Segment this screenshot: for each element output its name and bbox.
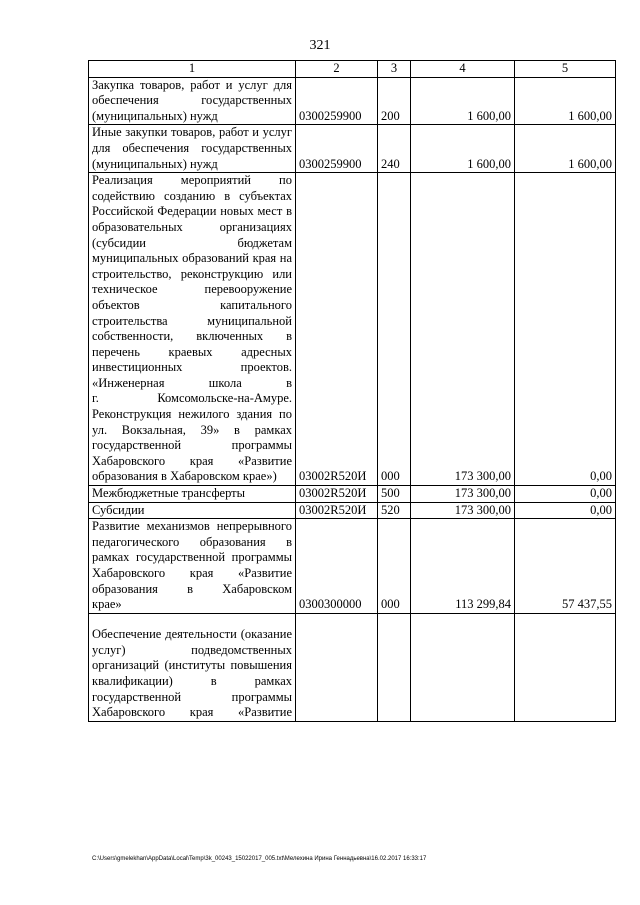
- row-sum2-cell: 57 437,55: [515, 519, 616, 614]
- column-header: 5: [515, 61, 616, 78]
- row-code-cell: 03002R520И: [296, 486, 378, 503]
- row-name-cell: [89, 613, 296, 721]
- table-row: [89, 486, 616, 503]
- row-sum2-cell: 1 600,00: [515, 77, 616, 125]
- row-sum1-cell: 173 300,00: [411, 486, 515, 503]
- table-row: [89, 173, 616, 486]
- row-vr-cell: 500: [378, 486, 411, 503]
- row-name-cell: [89, 77, 296, 125]
- table-row: [89, 502, 616, 519]
- row-name-tail: (муниципальных) нужд: [92, 108, 218, 123]
- table-row: [89, 77, 616, 125]
- row-name-text: Обеспечение деятельности (оказание услуг) подведомственных организаций (институты повышения квалификации) в рамках государственной программы Хабаровского края «Развитие: [92, 627, 292, 720]
- row-code-cell: 0300300000: [296, 519, 378, 614]
- table-row: [89, 519, 616, 614]
- table-header-row: [89, 61, 616, 78]
- row-sum2-cell: 1 600,00: [515, 125, 616, 173]
- row-name-cell: [89, 486, 296, 503]
- row-vr-cell: 240: [378, 125, 411, 173]
- row-sum1-cell: 173 300,00: [411, 173, 515, 486]
- row-sum1-cell: 1 600,00: [411, 125, 515, 173]
- row-code-cell: 0300259900: [296, 77, 378, 125]
- row-sum2-cell: 0,00: [515, 486, 616, 503]
- table-row: [89, 613, 616, 721]
- column-header: 4: [411, 61, 515, 78]
- row-vr-cell: 000: [378, 519, 411, 614]
- row-name-cell: [89, 519, 296, 614]
- column-header: 2: [296, 61, 378, 78]
- row-name-text: Иные закупки товаров, работ и услуг для обеспечения государственных: [92, 125, 292, 155]
- row-name-cell: [89, 125, 296, 173]
- row-sum2-cell: 0,00: [515, 173, 616, 486]
- row-name-tail: Межбюджетные трансферты: [92, 486, 246, 501]
- footer-file-path: C:\Users\gmelekhan\AppData\Local\Temp\3k_00243_15022017_005.txt\Мелехина Ирина Геннадьевна\16.02.2017 16:33:17: [92, 856, 427, 862]
- table-row: [89, 125, 616, 173]
- row-code-cell: 0300259900: [296, 125, 378, 173]
- budget-table: [88, 60, 616, 722]
- column-header: 1: [89, 61, 296, 78]
- row-name-tail: Субсидии: [92, 502, 145, 517]
- row-vr-cell: 520: [378, 502, 411, 519]
- row-code-cell: 03002R520И: [296, 173, 378, 486]
- row-sum1-cell: 1 600,00: [411, 77, 515, 125]
- row-name-cell: [89, 173, 296, 486]
- row-name-tail: г. Комсомольске-на-Амуре. Реконструкция нежилого здания по ул. Вокзальная, 39» в рамках государственной программы Хабаровского края «Развитие образования в Хабаровском крае»): [92, 391, 292, 484]
- row-name-tail: (муниципальных) нужд: [92, 156, 218, 171]
- row-sum2-cell: 0,00: [515, 502, 616, 519]
- row-vr-cell: 000: [378, 173, 411, 486]
- column-header: 3: [378, 61, 411, 78]
- row-sum2-cell: [515, 613, 616, 721]
- row-vr-cell: 200: [378, 77, 411, 125]
- row-name-text: Развитие механизмов непрерывного педагогического образования в рамках государственной программы Хабаровского края «Развитие образования в Хабаровском: [92, 519, 292, 596]
- row-code-cell: [296, 613, 378, 721]
- row-sum1-cell: 173 300,00: [411, 502, 515, 519]
- row-name-text: Закупка товаров, работ и услуг для обеспечения государственных: [92, 77, 292, 108]
- row-name-text: Реализация мероприятий по содействию созданию в субъектах Российской Федерации новых мест в образовательных организациях (субсидии бюджетам муниципальных образований края на строительство, реконструкцию или техническое перевооружение объектов капитального строительства муниципальной собственности, включенных в перечень краевых адресных инвестиционных проектов. «Инженерная школа в: [92, 173, 292, 390]
- row-sum1-cell: 113 299,84: [411, 519, 515, 614]
- row-vr-cell: [378, 613, 411, 721]
- row-name-cell: [89, 502, 296, 519]
- row-sum1-cell: [411, 613, 515, 721]
- row-code-cell: 03002R520И: [296, 502, 378, 519]
- page-number: 321: [309, 38, 331, 53]
- row-name-tail: крае»: [92, 597, 122, 612]
